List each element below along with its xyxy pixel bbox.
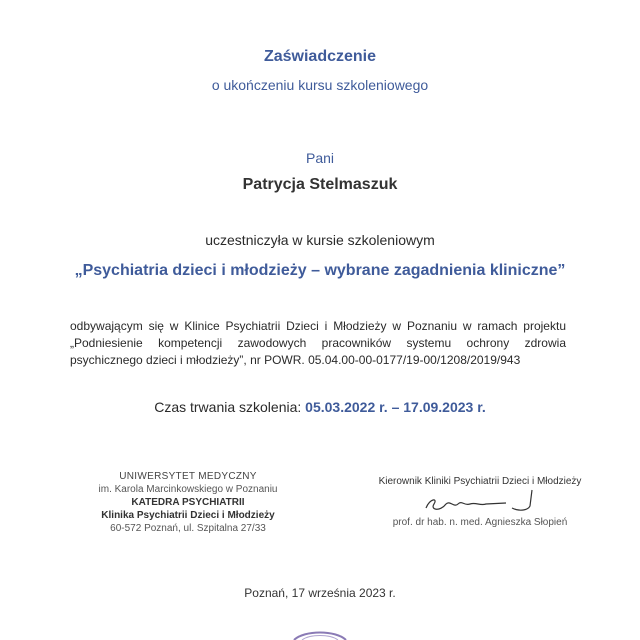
certificate-title: Zaświadczenie — [263, 48, 377, 65]
participation-text: uczestniczyła w kursie szkoleniowym — [205, 232, 435, 248]
stamp-line: KATEDRA PSYCHIATRII — [131, 497, 245, 508]
recipient-name: Patrycja Stelmaszuk — [242, 176, 398, 193]
signatory-role: Kierownik Kliniki Psychiatrii Dzieci i Młodzieży — [378, 476, 582, 487]
certificate-subtitle: o ukończeniu kursu szkoleniowego — [211, 77, 429, 93]
description-line: „Podniesienie kompetencji zawodowych pracowników systemu ochrony zdrowia — [70, 336, 566, 350]
description-line: odbywającym się w Klinice Psychiatrii Dzieci i Młodzieży w Poznaniu w ramach projektu — [70, 319, 566, 333]
description-line: psychicznego dzieci i młodzieży”, nr POWR. 05.04.00-00-0177/19-00/1208/2019/943 — [70, 353, 521, 367]
stamp-line: UNIWERSYTET MEDYCZNY — [119, 471, 257, 482]
signatory-name: prof. dr hab. n. med. Agnieszka Słopień — [392, 517, 568, 528]
stamp-line: Klinika Psychiatrii Dzieci i Młodzieży — [101, 510, 275, 521]
stamp-line: im. Karola Marcinkowskiego w Poznaniu — [98, 484, 278, 495]
duration — [0, 399, 640, 415]
stamp-line: 60-572 Poznań, ul. Szpitalna 27/33 — [110, 523, 266, 534]
salutation: Pani — [305, 150, 335, 166]
handwritten-signature-icon — [420, 488, 540, 518]
place-and-date: Poznań, 17 września 2023 r. — [244, 586, 396, 600]
course-title: „Psychiatria dzieci i młodzieży – wybrane zagadnienia kliniczne” — [74, 262, 566, 279]
duration-dates: 05.03.2022 r. – 17.09.2023 r. — [305, 399, 486, 415]
seal-edge-icon — [290, 628, 350, 640]
course-description — [70, 318, 566, 369]
duration-label: Czas trwania szkolenia: — [154, 399, 302, 415]
institution-stamp — [58, 470, 318, 535]
